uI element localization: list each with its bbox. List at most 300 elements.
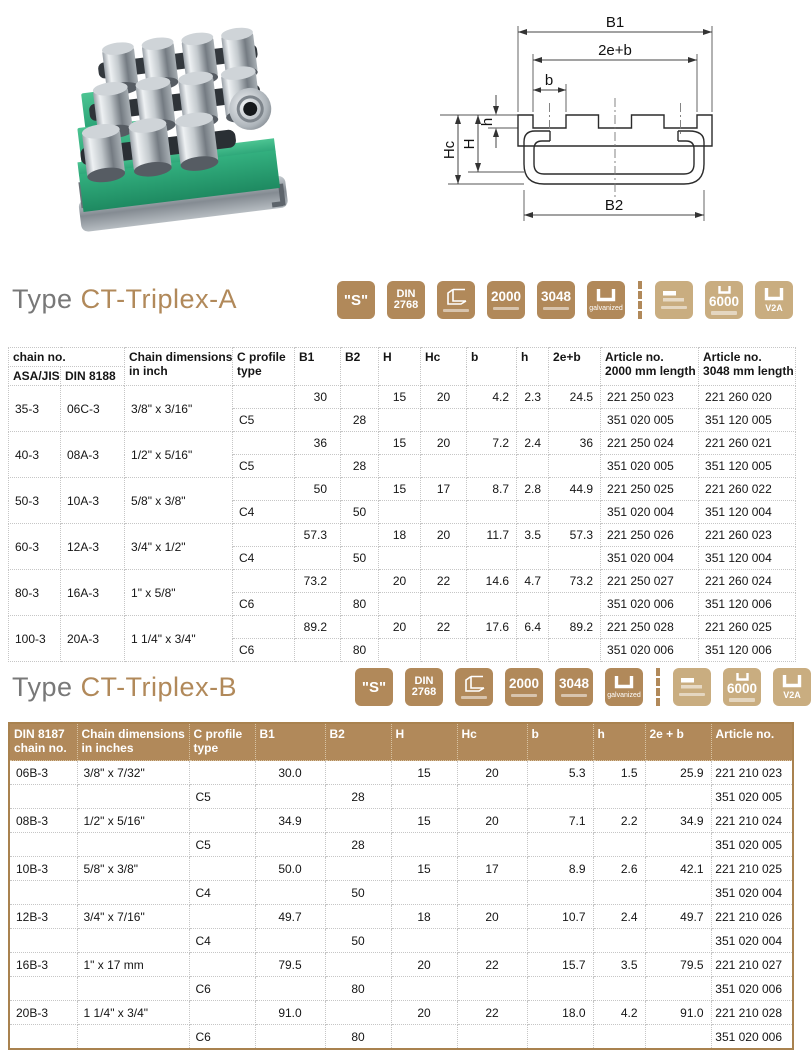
title-name: CT-Triplex-A [80,284,238,314]
cell-b1 [255,977,325,1001]
cprofile-icon [463,675,485,692]
cell-b: 5.3 [527,761,593,785]
cell-art2000: 221 250 024 [601,432,699,455]
cell-h: 3.5 [517,524,549,547]
cell-b [527,881,593,905]
cell-profile [233,432,295,455]
cell-H [391,977,457,1001]
cell-H: 15 [391,761,457,785]
badge-text: 2768 [411,686,437,698]
cell-Hc: 20 [421,524,467,547]
cell-Hc [421,501,467,524]
v2a-stainless-badge [773,668,811,706]
cell-din: 06C-3 [61,386,125,432]
fine-print-bar [511,694,537,698]
cell-b1 [295,639,341,662]
col-header-dimensions [125,348,233,386]
cell-H: 18 [379,524,421,547]
cell-h [517,501,549,524]
cell-h: 3.5 [593,953,645,977]
col-header-2e-b: 2e+b [549,348,601,386]
cell-b: 11.7 [467,524,517,547]
cell-Hc [457,977,527,1001]
badge-text: 2000 [490,289,522,304]
cell-profile: C6 [233,593,295,616]
col-header-2e-b: 2e + b [645,723,711,761]
cell-dim [77,881,189,905]
cell-b1 [295,501,341,524]
cell-din: 10A-3 [61,478,125,524]
dim-label-b1: B1 [605,14,625,31]
cell-profile: C6 [189,1025,255,1050]
fine-print-bar [729,698,755,702]
cell-art3048: 221 260 025 [699,616,796,639]
badge-text: "S" [343,291,369,309]
cell-art2000: 351 020 005 [601,455,699,478]
table-b-body [9,761,793,1050]
cell-b2: 50 [341,547,379,570]
cell-b2: 28 [325,833,391,857]
cell-dim: 5/8" x 3/8" [125,478,233,524]
cell-h [593,881,645,905]
cell-art: 351 020 005 [711,785,793,809]
dim-label-H: H [461,138,478,150]
cell-b: 17.6 [467,616,517,639]
cell-h: 2.3 [517,386,549,409]
cell-Hc: 20 [421,386,467,409]
col-header-b: b [527,723,593,761]
cell-chain [9,929,77,953]
cell-art3048: 351 120 006 [699,639,796,662]
cell-b2 [341,570,379,593]
cell-dim [77,977,189,1001]
cell-h [593,1025,645,1050]
cell-Hc [457,1025,527,1050]
header-line: DIN 8187 [14,727,65,741]
section-a-title [12,284,237,315]
dim-label-Hc: Hc [441,140,458,160]
cell-b2: 50 [325,929,391,953]
cell-h: 1.5 [593,761,645,785]
bracket-small-icon [718,286,731,294]
cell-dim: 1 1/4" x 3/4" [77,1001,189,1025]
cell-art: 351 020 004 [711,881,793,905]
cell-b1 [295,547,341,570]
cell-dim: 5/8" x 3/8" [77,857,189,881]
cell-dim: 1/2" x 5/16" [77,809,189,833]
cell-b1: 50 [295,478,341,501]
cell-eb [645,833,711,857]
cell-b2: 28 [341,455,379,478]
badge-group-divider [638,281,642,319]
col-header-dimensions [77,723,189,761]
cell-Hc: 20 [457,761,527,785]
fine-print-bar [443,309,469,313]
cell-chain: 16B-3 [9,953,77,977]
cell-dim [77,929,189,953]
cell-b1: 89.2 [295,616,341,639]
cell-b1 [295,455,341,478]
cell-h [593,929,645,953]
cell-chain [9,881,77,905]
cell-art: 221 210 028 [711,1001,793,1025]
header-line: Chain dimensions [129,350,233,364]
cell-b: 7.2 [467,432,517,455]
cell-art2000: 221 250 025 [601,478,699,501]
title-prefix: Type [12,672,73,702]
cell-art: 351 020 004 [711,929,793,953]
cell-dim: 3/8" x 3/16" [125,386,233,432]
title-prefix: Type [12,284,73,314]
cell-h [517,593,549,616]
bracket-icon [596,289,616,302]
cell-b1: 91.0 [255,1001,325,1025]
cell-h [593,785,645,809]
cell-b1: 79.5 [255,953,325,977]
cell-art2000: 221 250 026 [601,524,699,547]
cell-dim [77,1025,189,1050]
cell-art2000: 221 250 023 [601,386,699,409]
header-line: in inch [129,364,168,378]
cell-profile [233,478,295,501]
cell-b: 4.2 [467,386,517,409]
cell-h [517,409,549,432]
col-header-asa: ASA/JIS [9,367,61,386]
cell-H: 15 [379,478,421,501]
cell-eb [549,409,601,432]
cell-b1 [255,881,325,905]
cell-eb [645,977,711,1001]
cell-h [593,833,645,857]
cell-b2 [341,478,379,501]
cell-H [379,455,421,478]
col-header-H: H [379,348,421,386]
badge-caption: V2A [783,689,801,700]
cell-b [527,833,593,857]
cell-eb: 79.5 [645,953,711,977]
cell-b1 [295,409,341,432]
cell-chain [9,833,77,857]
bars-icon [681,678,703,689]
cell-h [517,455,549,478]
cell-b2 [325,905,391,929]
cprofile-icon [445,288,467,305]
cell-H [391,881,457,905]
din-2768-badge [387,281,425,319]
header-line: 3048 mm length [703,364,794,378]
c-profile-icon-badge [437,281,475,319]
length-6000-badge [705,281,743,319]
cell-eb [549,547,601,570]
cell-Hc: 22 [421,570,467,593]
cell-H: 20 [379,616,421,639]
cell-dim: 1" x 17 mm [77,953,189,977]
cell-b [467,409,517,432]
cell-b: 14.6 [467,570,517,593]
cell-b2: 80 [341,639,379,662]
cell-art: 221 210 025 [711,857,793,881]
cell-Hc: 20 [457,809,527,833]
cell-H: 20 [391,953,457,977]
cell-chain: 12B-3 [9,905,77,929]
cell-art: 221 210 026 [711,905,793,929]
dim-label-b: b [544,72,554,89]
cell-dim: 3/4" x 7/16" [77,905,189,929]
col-header-article: Article no. [711,723,793,761]
dim-label-h: h [479,117,496,127]
table-a-body [9,386,796,662]
badge-text: 3048 [558,676,590,691]
cell-eb [549,639,601,662]
title-name: CT-Triplex-B [80,672,238,702]
cell-art: 221 210 023 [711,761,793,785]
cell-b1 [295,593,341,616]
cell-b2 [325,857,391,881]
col-header-chain-no: chain no. [9,348,125,367]
cell-asa: 40-3 [9,432,61,478]
cell-H [379,639,421,662]
cell-Hc [457,881,527,905]
cell-b1: 73.2 [295,570,341,593]
cell-b1: 34.9 [255,809,325,833]
cell-eb: 24.5 [549,386,601,409]
profile-bars-badge [673,668,711,706]
cell-H [379,593,421,616]
badge-text: 6000 [708,293,740,309]
length-2000-badge [505,668,543,706]
badge-caption: V2A [765,302,783,313]
cell-b2: 28 [341,409,379,432]
cell-art2000: 351 020 005 [601,409,699,432]
cell-Hc: 20 [421,432,467,455]
cell-b2: 80 [325,977,391,1001]
cell-b1: 30 [295,386,341,409]
cell-profile [233,386,295,409]
cell-chain: 20B-3 [9,1001,77,1025]
cell-b2: 50 [341,501,379,524]
cell-chain [9,977,77,1001]
badge-text: 3048 [540,289,572,304]
fine-print-bar [661,306,687,310]
col-header-b2: B2 [325,723,391,761]
cell-art3048: 221 260 024 [699,570,796,593]
cell-chain: 06B-3 [9,761,77,785]
cell-art2000: 351 020 004 [601,547,699,570]
chain-on-guide-illustration [60,24,289,232]
cell-profile: C5 [233,409,295,432]
certification-badges-b [355,668,811,706]
cell-asa: 35-3 [9,386,61,432]
cell-profile: C4 [233,501,295,524]
cell-H [391,785,457,809]
cell-b2 [341,616,379,639]
cell-art2000: 221 250 028 [601,616,699,639]
badge-text: DIN [396,288,416,300]
cell-b: 8.7 [467,478,517,501]
section-b-title [12,672,237,703]
profile-bars-badge [655,281,693,319]
cell-b1 [255,833,325,857]
galvanized-badge [587,281,625,319]
cell-eb [645,1025,711,1050]
v2a-stainless-badge [755,281,793,319]
col-header-Hc: Hc [421,348,467,386]
cell-eb: 91.0 [645,1001,711,1025]
din-2768-badge [405,668,443,706]
col-header-b2: B2 [341,348,379,386]
cell-Hc [421,455,467,478]
cell-b: 7.1 [527,809,593,833]
cell-Hc: 17 [421,478,467,501]
cell-dim: 3/4" x 1/2" [125,524,233,570]
cell-dim [77,833,189,857]
cell-Hc: 20 [457,905,527,929]
cell-profile [189,905,255,929]
bracket-small-icon [736,673,749,681]
cell-art2000: 351 020 004 [601,501,699,524]
col-header-b1: B1 [255,723,325,761]
cell-chain: 08B-3 [9,809,77,833]
cell-Hc [457,785,527,809]
table-ct-triplex-a [8,347,796,662]
cell-art: 351 020 006 [711,977,793,1001]
s-quality-badge [337,281,375,319]
cell-profile: C5 [189,833,255,857]
cell-art3048: 221 260 022 [699,478,796,501]
cell-profile: C5 [233,455,295,478]
badge-text: 6000 [726,680,758,696]
cell-dim: 1" x 5/8" [125,570,233,616]
cell-art3048: 221 260 020 [699,386,796,409]
cell-b1 [255,1025,325,1050]
cell-art3048: 351 120 006 [699,593,796,616]
cell-H [379,501,421,524]
cell-chain [9,1025,77,1050]
cell-profile [189,761,255,785]
cell-eb [549,501,601,524]
cell-H [391,833,457,857]
cell-b: 18.0 [527,1001,593,1025]
header-line: C profile [237,350,286,364]
bracket-icon [764,288,784,301]
col-header-Hc: Hc [457,723,527,761]
cell-b [527,785,593,809]
length-3048-badge [537,281,575,319]
col-header-din8187 [9,723,77,761]
cell-b1: 57.3 [295,524,341,547]
cell-H: 15 [379,432,421,455]
galvanized-badge [605,668,643,706]
cell-dim [77,785,189,809]
header-line: C profile [193,727,243,741]
cell-h: 4.7 [517,570,549,593]
cell-profile [189,1001,255,1025]
header-line: type [237,364,262,378]
cell-b: 10.7 [527,905,593,929]
cell-art3048: 351 120 005 [699,455,796,478]
cell-asa: 50-3 [9,478,61,524]
badge-text: DIN [414,675,434,687]
cell-asa: 60-3 [9,524,61,570]
header-line: Article no. [605,350,664,364]
cell-art: 221 210 024 [711,809,793,833]
badge-group-divider [656,668,660,706]
cell-Hc [421,409,467,432]
cell-art: 351 020 005 [711,833,793,857]
fine-print-bar [679,693,705,697]
cell-dim: 1/2" x 5/16" [125,432,233,478]
cell-profile: C6 [189,977,255,1001]
cell-eb: 73.2 [549,570,601,593]
table-ct-triplex-b [8,722,794,1050]
cell-H: 15 [379,386,421,409]
cell-h: 4.2 [593,1001,645,1025]
cell-h: 2.2 [593,809,645,833]
length-6000-badge [723,668,761,706]
badge-text: 2000 [508,676,540,691]
header-line: 2000 mm length [605,364,696,378]
cell-b2: 80 [341,593,379,616]
cell-H: 20 [391,1001,457,1025]
cell-b2: 80 [325,1025,391,1050]
cell-b2 [325,809,391,833]
cell-eb: 44.9 [549,478,601,501]
product-photo [68,22,286,234]
bracket-icon [782,675,802,688]
cell-Hc: 22 [457,953,527,977]
cell-eb [645,881,711,905]
cell-asa: 80-3 [9,570,61,616]
col-header-article-2000 [601,348,699,386]
cell-profile: C6 [233,639,295,662]
cell-b: 8.9 [527,857,593,881]
col-header-profile [189,723,255,761]
cell-b1: 30.0 [255,761,325,785]
cell-Hc: 17 [457,857,527,881]
cell-b [467,501,517,524]
col-header-din8188: DIN 8188 [61,367,125,386]
cell-h [517,547,549,570]
cell-b [527,977,593,1001]
cell-b1 [255,929,325,953]
length-2000-badge [487,281,525,319]
cell-b2 [325,1001,391,1025]
c-profile-icon-badge [455,668,493,706]
cell-b [467,593,517,616]
cell-eb [549,593,601,616]
cell-eb [549,455,601,478]
cell-H: 20 [379,570,421,593]
cell-profile [233,524,295,547]
cell-h [517,639,549,662]
col-header-h: h [517,348,549,386]
cell-eb: 42.1 [645,857,711,881]
badge-text: 2768 [393,299,419,311]
cell-b2: 28 [325,785,391,809]
cell-b [467,455,517,478]
badge-caption: galvanized [607,691,641,699]
cell-profile: C4 [189,881,255,905]
cell-art: 351 020 006 [711,1025,793,1050]
cell-art3048: 351 120 005 [699,409,796,432]
cell-chain: 10B-3 [9,857,77,881]
cell-b [467,639,517,662]
cell-din: 20A-3 [61,616,125,662]
cell-b1: 49.7 [255,905,325,929]
cell-art3048: 351 120 004 [699,501,796,524]
length-3048-badge [555,668,593,706]
dim-label-2e-b: 2e+b [598,42,632,59]
